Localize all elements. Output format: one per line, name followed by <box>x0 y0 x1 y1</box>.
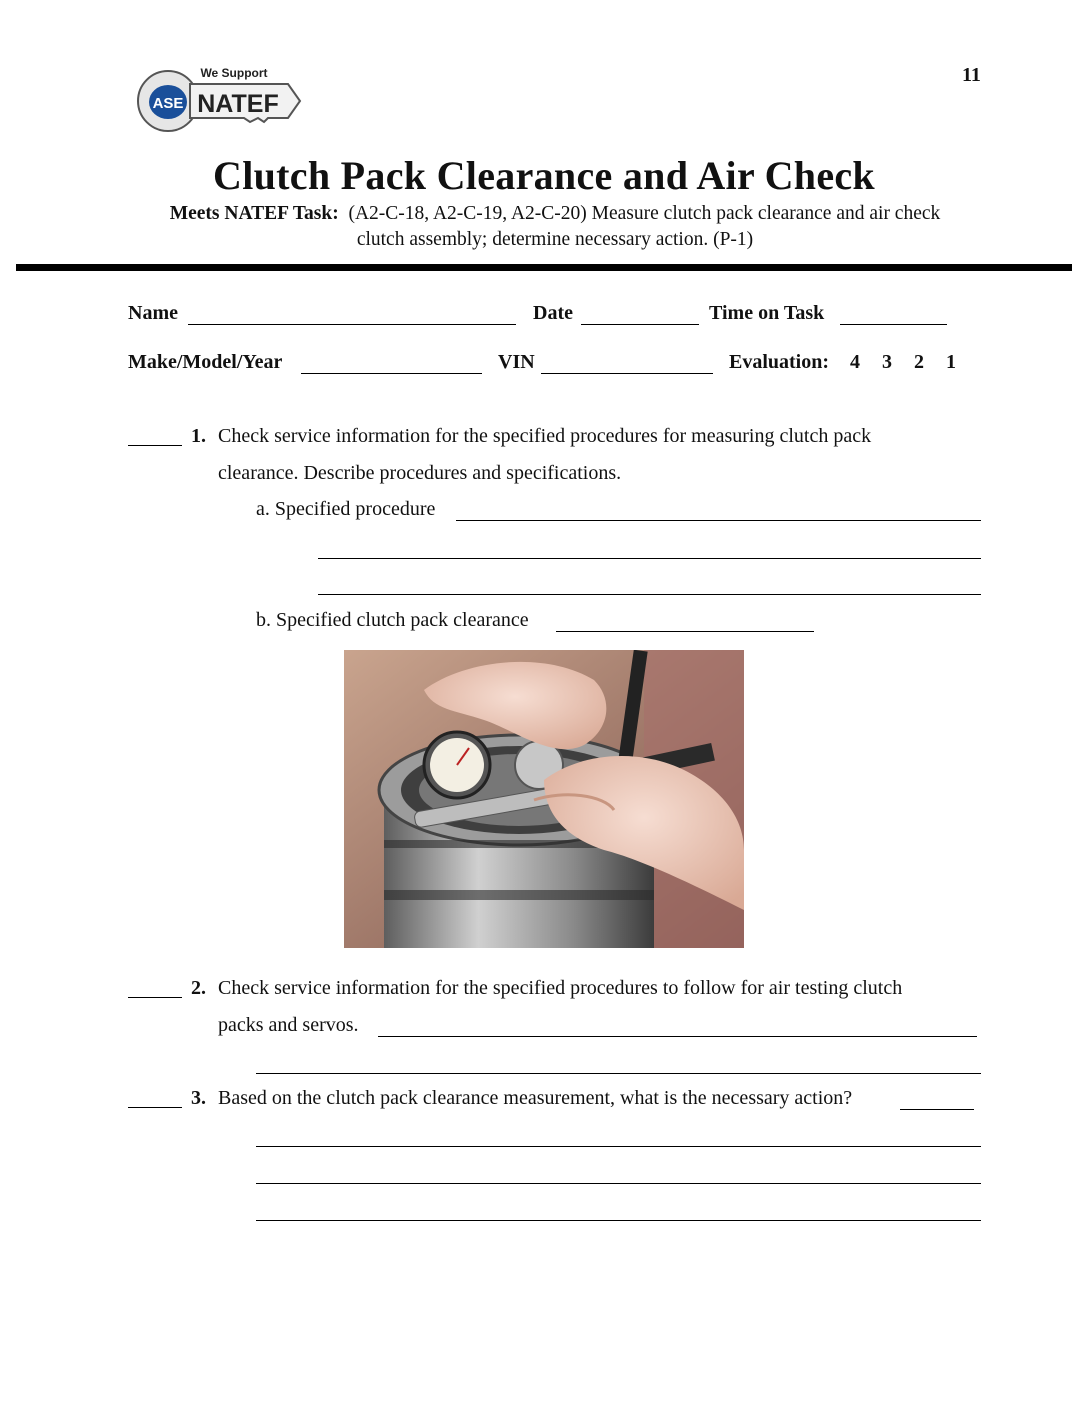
item-1-check-blank[interactable] <box>128 445 182 446</box>
vin-label: VIN <box>498 351 535 373</box>
evaluation-score-1[interactable]: 1 <box>946 351 956 373</box>
logo-brand-text: NATEF <box>197 90 279 118</box>
evaluation-label: Evaluation: <box>729 351 830 373</box>
item-2-answer-line-2[interactable] <box>256 1073 981 1074</box>
vin-field[interactable] <box>541 373 713 374</box>
name-label: Name <box>128 302 178 324</box>
ase-badge-text: ASE <box>152 95 184 112</box>
item-2-answer-line-1[interactable] <box>378 1036 977 1037</box>
time-on-task-field[interactable] <box>840 324 947 325</box>
task-label: Meets NATEF Task: <box>169 203 339 224</box>
item-3-answer-line-1[interactable] <box>256 1146 981 1147</box>
logo-top-text: We Support <box>200 66 268 80</box>
item-3-answer-line-2[interactable] <box>256 1183 981 1184</box>
time-on-task-label: Time on Task <box>709 302 825 324</box>
task-line-2: clutch assembly; determine necessary action. (P-1) <box>356 229 754 250</box>
name-field[interactable] <box>188 324 516 325</box>
item-3-number: 3. <box>191 1087 206 1109</box>
page-number: 11 <box>962 64 981 86</box>
item-3-answer-line-3[interactable] <box>256 1220 981 1221</box>
task-codes: (A2-C-18, A2-C-19, A2-C-20) Measure clutch pack clearance and air check <box>348 203 941 224</box>
item-1b-label: b. Specified clutch pack clearance <box>256 609 529 631</box>
natef-logo <box>128 60 308 142</box>
page-title: Clutch Pack Clearance and Air Check <box>213 153 875 198</box>
date-field[interactable] <box>581 324 699 325</box>
evaluation-score-3[interactable]: 3 <box>882 351 892 373</box>
item-3-answer-line-inline[interactable] <box>900 1109 974 1110</box>
evaluation-score-2[interactable]: 2 <box>914 351 924 373</box>
header-rule <box>16 264 1072 271</box>
item-3-text-line-1: Based on the clutch pack clearance measurement, what is the necessary action? <box>218 1087 853 1109</box>
item-1a-answer-line-3[interactable] <box>318 594 981 595</box>
date-label: Date <box>533 302 573 324</box>
make-model-year-label: Make/Model/Year <box>128 351 283 373</box>
make-model-year-field[interactable] <box>301 373 482 374</box>
item-2-text-line-1: Check service information for the specified procedures to follow for air testing clutch <box>218 977 903 999</box>
item-1b-answer-line[interactable] <box>556 631 814 632</box>
item-2-check-blank[interactable] <box>128 997 182 998</box>
item-1a-answer-line-2[interactable] <box>318 558 981 559</box>
task-line-1 <box>0 203 1088 225</box>
item-3-check-blank[interactable] <box>128 1107 182 1108</box>
clutch-pack-measurement-photo <box>344 650 744 948</box>
item-1a-label: a. Specified procedure <box>256 498 436 520</box>
item-1-text-line-1: Check service information for the specified procedures for measuring clutch pack <box>218 425 872 447</box>
item-2-number: 2. <box>191 977 206 999</box>
item-2-text-line-2: packs and servos. <box>218 1014 359 1036</box>
item-1-text-line-2: clearance. Describe procedures and specifications. <box>218 462 622 484</box>
item-1-number: 1. <box>191 425 206 447</box>
evaluation-score-4[interactable]: 4 <box>850 351 860 373</box>
item-1a-answer-line-1[interactable] <box>456 520 981 521</box>
